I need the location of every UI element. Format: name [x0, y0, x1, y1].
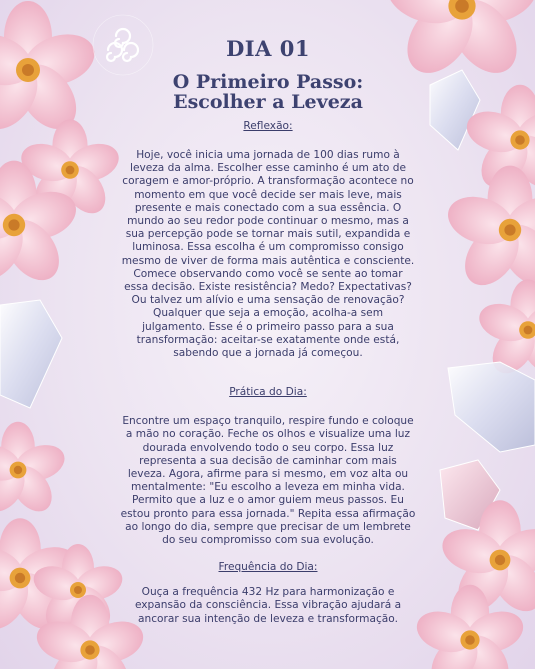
reflexao-body: Hoje, você inicia uma jornada de 100 dias rumo à leveza da alma. Escolher esse caminho é um ato de coragem e amor-próprio. A transformação acontece no momento em que você decide ser mais leve, mais presente e mais conectado com a sua essência. O mundo ao seu redor pode continuar o mesmo, mas a sua percepção pode se tornar mais sutil, expandida e luminosa. Essa escolha é um compromisso consigo mesmo de viver de forma mais autêntica e consciente. Comece observando como você se sente ao tomar essa decisão. Existe resistência? Medo? Expectativas? Ou talvez um alívio e uma sensação de renovação? Qualquer que seja a emoção, acolha-a sem julgamento. Esse é o primeiro passo para a sua transformação: aceitar-se exatamente onde está, sabendo que a jornada já começou.: [121, 149, 415, 360]
pratica-body: Encontre um espaço tranquilo, respire fundo e coloque a mão no coração. Feche os olhos e visualize uma luz dourada envolvendo todo o seu corpo. Essa luz representa a sua decisão de caminhar com mais leveza. Agora, afirme para si mesmo, em voz alta ou mentalmente: "Eu escolho a leveza em minha vida. Permito que a luz e o amor guiem meus passos. Eu estou pronto para essa jornada." Repita essa afirmação ao longo do dia, sempre que precisar de um lembrete do seu compromisso com sua evolução.: [120, 415, 416, 547]
reflexao-heading: Reflexão:: [243, 120, 293, 132]
main-content: [120, 36, 416, 626]
day-label: DIA 01: [226, 36, 310, 61]
frequencia-heading: Frequência do Dia:: [218, 561, 318, 574]
flower-top-left: [0, 1, 101, 140]
page-title: [120, 72, 416, 112]
flower-left-3: [0, 422, 69, 519]
title-line-1: O Primeiro Passo:: [172, 71, 364, 93]
title-line-2: Escolher a Leveza: [173, 91, 363, 113]
pratica-heading: Prática do Dia:: [229, 386, 307, 399]
crystal-right: [448, 362, 535, 452]
crystal-left: [0, 300, 62, 408]
frequencia-body: Ouça a frequência 432 Hz para harmonização e expansão da consciência. Essa vibração ajudará a ancorar sua intenção de leveza e transformação.: [134, 586, 402, 625]
